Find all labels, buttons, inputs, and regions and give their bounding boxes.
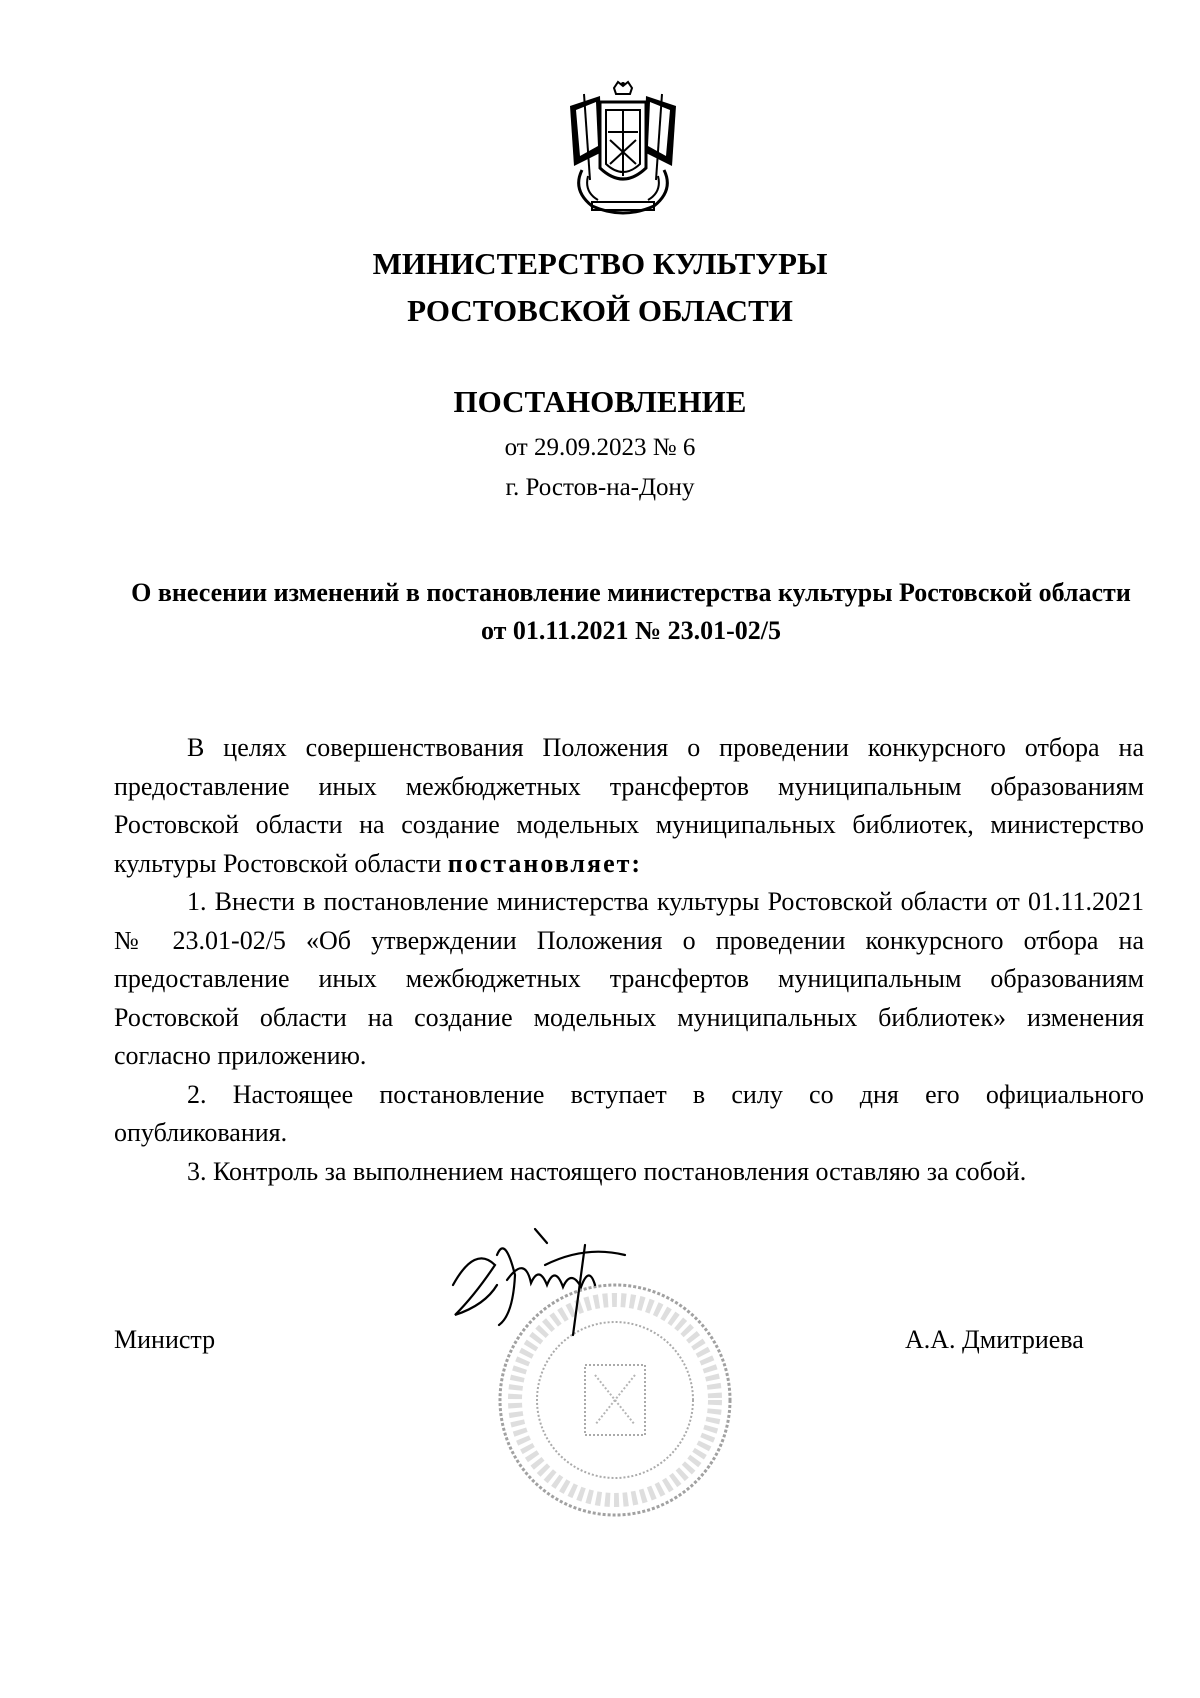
handwritten-signature [453,1229,625,1335]
ministry-line-1: МИНИСТЕРСТВО КУЛЬТУРЫ [372,246,828,281]
item-paragraph-2: 2. Настоящее постановление вступает в силу со дня его официального опубликования. [114,1079,1144,1147]
intro-text: В целях совершенствования Положения о проведении конкурсного отбора на предоставление иных межбюджетных трансфертов муниципальным образованиям Ростовской области на создание модельных муниципальных библиотек, министерство культуры Ростовской области [114,733,1144,878]
intro-paragraph [114,729,1144,883]
document-meta [0,428,1200,508]
document-subject: О внесении изменений в постановление министерства культуры Ростовской области от 01.11.2021 № 23.01-02/5 [131,578,1131,645]
item-paragraph-1: 1. Внести в постановление министерства культуры Ростовской области от 01.11.2021 № 23.01-02/5 «Об утверждении Положения о проведении конкурсного отбора на предоставление иных межбюджетных трансфертов муниципальным образованиям Ростовской области на создание модельных муниципальных библиотек» изменения согласно приложению. [114,887,1144,1070]
seal-and-signature [435,1225,735,1565]
intro-action: постановляет: [447,848,643,878]
document-type: ПОСТАНОВЛЕНИЕ [453,384,747,419]
ministry-name [0,240,1200,334]
ministry-line-2: РОСТОВСКОЙ ОБЛАСТИ [407,293,793,328]
item-paragraph-3: 3. Контроль за выполнением настоящего постановления оставляю за собой. [187,1156,1027,1186]
official-seal-stamp [500,1285,730,1515]
signatory-title: Министр [114,1325,216,1354]
document-city: г. Ростов-на-Дону [505,474,695,501]
coat-of-arms-emblem [562,80,684,218]
signatory-name: А.А. Дмитриева [905,1325,1084,1354]
document-date-number: от 29.09.2023 № 6 [504,434,696,461]
document-body [114,729,1144,1191]
